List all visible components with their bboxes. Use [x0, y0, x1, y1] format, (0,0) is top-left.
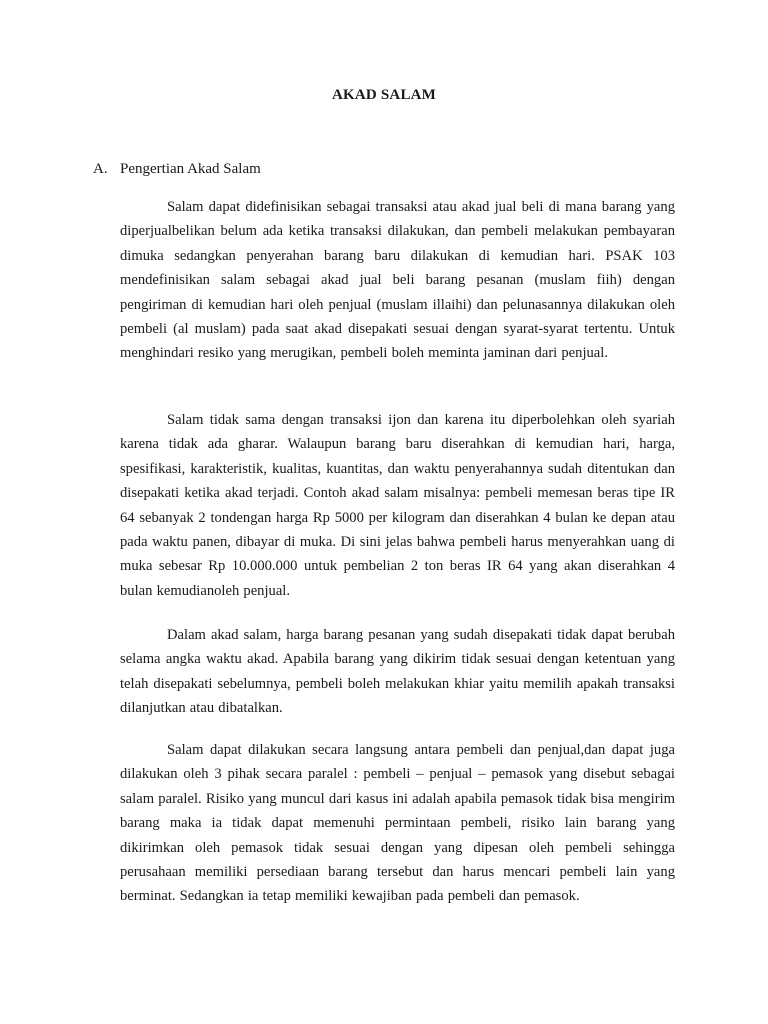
section-marker: A. — [93, 161, 108, 177]
document-title: AKAD SALAM — [331, 87, 437, 103]
section-heading — [93, 161, 261, 178]
paragraph-4: Salam dapat dilakukan secara langsung antara pembeli dan penjual,dan dapat juga dilakukan oleh 3 pihak secara paralel : pembeli – penjual – pemasok yang disebut sebagai salam paralel. Risiko yang muncul dari kasus ini adalah apabila pemasok tidak bisa mengirim barang maka ia tidak dapat memenuhi permintaan pembeli, risiko lain barang yang dikirimkan oleh pemasok tidak sesuai dengan yang dipesan oleh pembeli sehingga perusahaan memiliki persediaan barang tersebut dan harus mencari pembeli lain yang berminat. Sedangkan ia tetap memiliki kewajiban pada pembeli dan pemasok. — [120, 742, 675, 905]
paragraph-2: Salam tidak sama dengan transaksi ijon dan karena itu diperbolehkan oleh syariah karena tidak ada gharar. Walaupun barang baru diserahkan di kemudian hari, harga, spesifikasi, karakteristik, kualitas, kuantitas, dan waktu penyerahannya sudah ditentukan dan disepakati ketika akad terjadi. Contoh akad salam misalnya: pembeli memesan beras tipe IR 64 sebanyak 2 tondengan harga Rp 5000 per kilogram dan diserahkan 4 bulan ke depan atau pada waktu panen, dibayar di muka. Di sini jelas bahwa pembeli harus menyerahkan uang di muka sebesar Rp 10.000.000 untuk pembelian 2 ton beras IR 64 yang akan diserahkan 4 bulan kemudianoleh penjual. — [120, 412, 675, 599]
paragraph-1: Salam dapat didefinisikan sebagai transaksi atau akad jual beli di mana barang yang diperjualbelikan belum ada ketika transaksi dilakukan, dan pembeli melakukan pembayaran dimuka sedangkan penyerahan barang baru dilakukan di kemudian hari. PSAK 103 mendefinisikan salam sebagai akad jual beli barang pesanan (muslam fiih) dengan pengiriman di kemudian hari oleh penjual (muslam illaihi) dan pelunasannya dilakukan oleh pembeli (al muslam) pada saat akad disepakati sesuai dengan syarat-syarat tertentu. Untuk menghindari resiko yang merugikan, pembeli boleh meminta jaminan dari penjual. — [120, 199, 675, 362]
paragraph-3: Dalam akad salam, harga barang pesanan yang sudah disepakati tidak dapat berubah selama angka waktu akad. Apabila barang yang dikirim tidak sesuai dengan ketentuan yang telah disepakati sebelumnya, pembeli boleh melakukan khiar yaitu memilih apakah transaksi dilanjutkan atau dibatalkan. — [120, 627, 675, 717]
section-heading-text: Pengertian Akad Salam — [120, 161, 261, 177]
